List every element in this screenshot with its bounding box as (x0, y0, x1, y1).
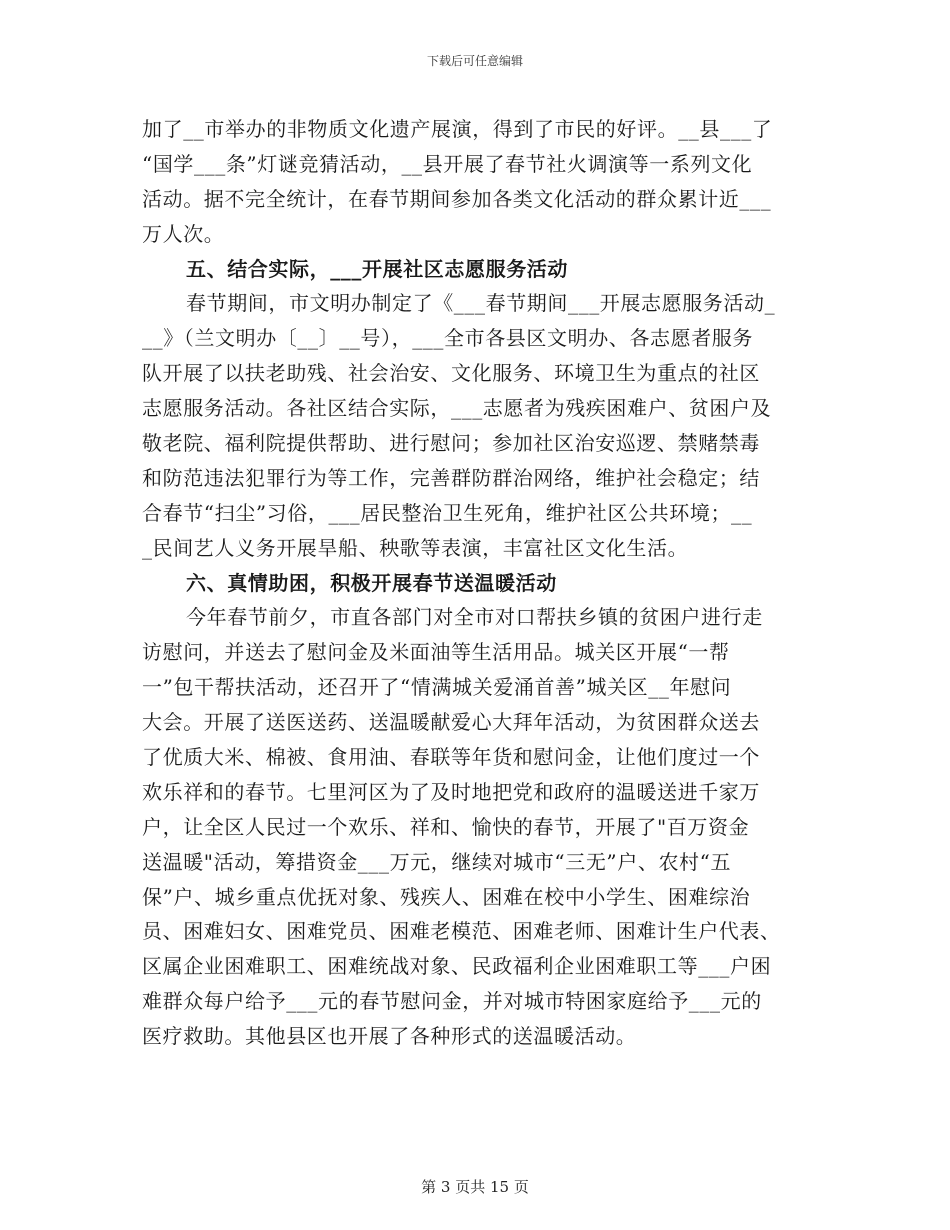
text-line: 员、困难妇女、困难党员、困难老模范、困难老师、困难计生户代表、 (142, 919, 781, 944)
text-line: 春节期间，市文明办制定了《___春节期间___开展志愿服务活动_ (186, 291, 776, 316)
section-heading: 五、结合实际，___开展社区志愿服务活动 (186, 256, 568, 281)
text-line: 今年春节前夕，市直各部门对全市对口帮扶乡镇的贫困户进行走 (186, 605, 763, 630)
text-line: 活动。据不完全统计，在春节期间参加各类文化活动的群众累计近___ (142, 186, 772, 211)
text-line: 访慰问，并送去了慰问金及米面油等生活用品。城关区开展“一帮 (142, 640, 730, 665)
document-body (142, 112, 806, 1054)
text-line: __》（兰文明办〔__〕__号），___全市各县区文明办、各志愿者服务 (142, 326, 753, 351)
section-heading: 六、真情助困，积极开展春节送温暖活动 (186, 570, 557, 595)
text-line: _民间艺人义务开展旱船、秧歌等表演，丰富社区文化生活。 (142, 535, 689, 560)
text-line: 送温暖"活动，筹措资金___万元，继续对城市“三无”户、农村“五 (142, 849, 732, 874)
text-line: “国学___条”灯谜竞猜活动，__县开展了春节社火调演等一系列文化 (142, 151, 753, 176)
text-line: 一”包干帮扶活动，还召开了“情满城关爱涌首善”城关区__年慰问 (142, 675, 732, 700)
page-number: 第 3 页共 15 页 (421, 1178, 529, 1196)
text-line: 合春节“扫尘”习俗，___居民整治卫生死角，维护社区公共环境；__ (142, 500, 753, 525)
text-line: 保”户、城乡重点优抚对象、残疾人、困难在校中小学生、困难综治 (142, 884, 751, 909)
text-line: 万人次。 (142, 221, 225, 246)
text-line: 敬老院、福利院提供帮助、进行慰问；参加社区治安巡逻、禁赌禁毒 (142, 431, 760, 456)
text-line: 加了__市举办的非物质文化遗产展演，得到了市民的好评。__县___了 (142, 117, 773, 141)
text-line: 了优质大米、棉被、食用油、春联等年货和慰问金，让他们度过一个 (142, 745, 760, 770)
text-line: 户，让全区人民过一个欢乐、祥和、愉快的春节，开展了"百万资金 (142, 814, 750, 839)
text-line: 难群众每户给予___元的春节慰问金，并对城市特困家庭给予___元的 (142, 989, 762, 1014)
text-line: 大会。开展了送医送药、送温暖献爱心大拜年活动，为贫困群众送去 (142, 710, 760, 735)
text-line: 欢乐祥和的春节。七里河区为了及时地把党和政府的温暖送进千家万 (142, 779, 760, 804)
text-line: 志愿服务活动。各社区结合实际，___志愿者为残疾困难户、贫困户及 (142, 396, 772, 421)
page-header: 下载后可任意编辑 (426, 54, 523, 68)
text-line: 医疗救助。其他县区也开展了各种形式的送温暖活动。 (142, 1024, 637, 1049)
text-line: 队开展了以扶老助残、社会治安、文化服务、环境卫生为重点的社区 (142, 361, 760, 386)
text-line: 和防范违法犯罪行为等工作，完善群防群治网络，维护社会稳定；结 (142, 465, 760, 490)
text-line: 区属企业困难职工、困难统战对象、民政福利企业困难职工等___户困 (142, 954, 772, 979)
